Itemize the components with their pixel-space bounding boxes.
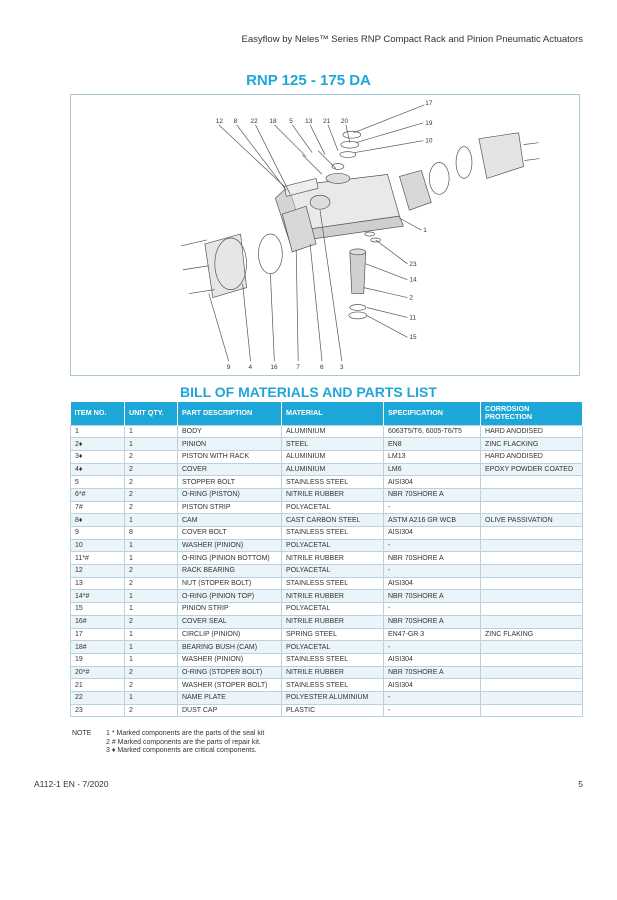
table-cell: 1 xyxy=(125,691,178,704)
table-cell: NBR 70SHORE A xyxy=(384,552,481,565)
table-row xyxy=(71,552,583,565)
note-line: 2 # Marked components are the parts of repair kit. xyxy=(106,738,261,746)
table-cell xyxy=(481,501,583,514)
table-row xyxy=(71,641,583,654)
table-row xyxy=(71,425,583,438)
table-cell: NITRILE RUBBER xyxy=(282,590,384,603)
callout-label: 19 xyxy=(425,119,433,127)
table-cell: AISI304 xyxy=(384,679,481,692)
table-cell: POLYACETAL xyxy=(282,641,384,654)
note-line: 1 * Marked components are the parts of the seal kit xyxy=(106,730,265,737)
table-cell: 2 xyxy=(125,488,178,501)
table-cell: 8 xyxy=(125,527,178,540)
table-row xyxy=(71,539,583,552)
table-cell: OLIVE PASSIVATION xyxy=(481,514,583,527)
table-cell: 17 xyxy=(71,628,125,641)
table-cell xyxy=(481,653,583,666)
table-cell: 9 xyxy=(71,527,125,540)
table-cell xyxy=(481,603,583,616)
table-cell: 19 xyxy=(71,653,125,666)
table-cell: - xyxy=(384,603,481,616)
table-cell xyxy=(481,691,583,704)
table-row xyxy=(71,501,583,514)
table-row xyxy=(71,603,583,616)
table-row xyxy=(71,565,583,578)
table-cell: PINION xyxy=(178,438,282,451)
exploded-view-drawing xyxy=(71,95,579,375)
table-cell: 23 xyxy=(71,704,125,717)
table-cell xyxy=(481,565,583,578)
table-cell: HARD ANODISED xyxy=(481,425,583,438)
column-header: MATERIAL xyxy=(282,402,384,425)
table-cell: NBR 70SHORE A xyxy=(384,666,481,679)
bom-header-row xyxy=(71,402,583,425)
table-cell xyxy=(481,679,583,692)
table-cell: 11*# xyxy=(71,552,125,565)
table-cell: 2 xyxy=(125,450,178,463)
table-cell: EN8 xyxy=(384,438,481,451)
table-row xyxy=(71,704,583,717)
table-cell: AISI304 xyxy=(384,527,481,540)
callout-label: 4 xyxy=(248,364,253,372)
table-cell: 1 xyxy=(125,552,178,565)
table-cell: 2 xyxy=(125,704,178,717)
table-cell: STEEL xyxy=(282,438,384,451)
table-cell: 1 xyxy=(125,539,178,552)
table-cell: O-RING (PINION TOP) xyxy=(178,590,282,603)
running-header: Easyflow by Neles™ Series RNP Compact Rack and Pinion Pneumatic Actuators xyxy=(241,34,583,45)
column-header: SPECIFICATION xyxy=(384,402,481,425)
table-cell: ASTM A216 GR WCB xyxy=(384,514,481,527)
table-cell: PINION STRIP xyxy=(178,603,282,616)
table-cell: AISI304 xyxy=(384,653,481,666)
table-row xyxy=(71,679,583,692)
table-cell: AISI304 xyxy=(384,476,481,489)
table-cell: EPOXY POWDER COATED xyxy=(481,463,583,476)
table-cell: 2 xyxy=(125,565,178,578)
table-cell: 7# xyxy=(71,501,125,514)
table-cell xyxy=(481,539,583,552)
table-cell xyxy=(481,577,583,590)
callout-label: 5 xyxy=(289,117,293,125)
callout-label: 18 xyxy=(269,117,277,125)
table-cell xyxy=(481,641,583,654)
table-row xyxy=(71,628,583,641)
table-cell: 1 xyxy=(125,603,178,616)
table-cell: NBR 70SHORE A xyxy=(384,615,481,628)
table-cell xyxy=(481,527,583,540)
table-cell xyxy=(481,590,583,603)
table-cell: 21 xyxy=(71,679,125,692)
table-cell xyxy=(481,704,583,717)
table-row xyxy=(71,514,583,527)
table-cell: 18# xyxy=(71,641,125,654)
callout-label: 6 xyxy=(320,364,324,372)
table-cell: 2♦ xyxy=(71,438,125,451)
table-cell: - xyxy=(384,539,481,552)
table-cell: RACK BEARING xyxy=(178,565,282,578)
table-cell: NITRILE RUBBER xyxy=(282,615,384,628)
table-cell: DUST CAP xyxy=(178,704,282,717)
table-cell: EN47-GR 3 xyxy=(384,628,481,641)
table-cell: 6063T5/T6, 6005-T6/T5 xyxy=(384,425,481,438)
callout-label: 2 xyxy=(409,294,413,302)
callout-label: 16 xyxy=(270,364,278,372)
callout-label: 7 xyxy=(296,364,300,372)
exploded-view-diagram xyxy=(70,94,580,376)
table-cell: PLASTIC xyxy=(282,704,384,717)
callout-label: 20 xyxy=(340,117,349,125)
table-cell: 2 xyxy=(125,577,178,590)
table-row xyxy=(71,463,583,476)
callout-label: 10 xyxy=(425,137,433,145)
table-cell: O-RING (STOPER BOLT) xyxy=(178,666,282,679)
table-cell: 14*# xyxy=(71,590,125,603)
callout-label: 9 xyxy=(226,364,231,372)
table-cell: - xyxy=(384,691,481,704)
table-cell xyxy=(481,552,583,565)
callout-label: 12 xyxy=(215,117,223,125)
column-header: ITEM NO. xyxy=(71,402,125,425)
table-cell: 15 xyxy=(71,603,125,616)
note-line: 3 ♦ Marked components are critical components. xyxy=(106,747,257,754)
table-cell: STAINLESS STEEL xyxy=(282,476,384,489)
callout-label: 22 xyxy=(250,117,258,125)
table-cell: BODY xyxy=(178,425,282,438)
table-cell: NBR 70SHORE A xyxy=(384,590,481,603)
table-cell: PISTON STRIP xyxy=(178,501,282,514)
bom-title: BILL OF MATERIALS AND PARTS LIST xyxy=(180,384,437,400)
table-cell: 1 xyxy=(125,590,178,603)
table-cell: LM13 xyxy=(384,450,481,463)
table-cell: STOPPER BOLT xyxy=(178,476,282,489)
table-cell: 5 xyxy=(71,476,125,489)
table-cell: ALUMINIUM xyxy=(282,450,384,463)
page-number: 5 xyxy=(578,779,583,789)
table-cell: 1 xyxy=(125,641,178,654)
table-cell: NITRILE RUBBER xyxy=(282,666,384,679)
callout-label: 15 xyxy=(409,334,417,342)
table-cell: 1 xyxy=(125,425,178,438)
table-cell: 1 xyxy=(125,514,178,527)
table-row xyxy=(71,476,583,489)
table-cell: POLYACETAL xyxy=(282,603,384,616)
table-cell: COVER BOLT xyxy=(178,527,282,540)
table-row xyxy=(71,438,583,451)
table-cell: 8♦ xyxy=(71,514,125,527)
table-cell: ZINC FLACKING xyxy=(481,438,583,451)
table-cell: 1 xyxy=(125,628,178,641)
table-cell: O-RING (PINION BOTTOM) xyxy=(178,552,282,565)
document-code: A112-1 EN - 7/2020 xyxy=(34,779,109,789)
callout-label: 1 xyxy=(423,227,427,235)
table-cell: WASHER (PINION) xyxy=(178,539,282,552)
table-cell: 2 xyxy=(125,476,178,489)
table-cell: - xyxy=(384,565,481,578)
table-cell: WASHER (PINION) xyxy=(178,653,282,666)
table-cell: 2 xyxy=(125,501,178,514)
table-cell: CIRCLIP (PINION) xyxy=(178,628,282,641)
table-cell xyxy=(481,488,583,501)
callout-label: 3 xyxy=(339,364,344,372)
table-cell: 12 xyxy=(71,565,125,578)
table-cell: 16# xyxy=(71,615,125,628)
table-cell: POLYACETAL xyxy=(282,539,384,552)
column-header: UNIT QTY. xyxy=(125,402,178,425)
diagram-title: RNP 125 - 175 DA xyxy=(246,72,371,89)
table-cell: SPRING STEEL xyxy=(282,628,384,641)
table-cell: 2 xyxy=(125,679,178,692)
table-cell: NAME PLATE xyxy=(178,691,282,704)
table-cell: STAINLESS STEEL xyxy=(282,527,384,540)
table-cell: BEARING BUSH (CAM) xyxy=(178,641,282,654)
bom-table-body xyxy=(71,425,583,717)
callout-label: 23 xyxy=(409,260,417,268)
table-cell: ALUMINIUM xyxy=(282,425,384,438)
table-cell: 2 xyxy=(125,666,178,679)
table-cell: 13 xyxy=(71,577,125,590)
table-cell: HARD ANODISED xyxy=(481,450,583,463)
table-cell: 2 xyxy=(125,615,178,628)
table-row xyxy=(71,666,583,679)
table-cell: ZINC FLAKING xyxy=(481,628,583,641)
table-cell xyxy=(481,666,583,679)
bom-table xyxy=(70,402,583,717)
table-cell: 1 xyxy=(125,653,178,666)
table-cell: STAINLESS STEEL xyxy=(282,679,384,692)
table-cell: - xyxy=(384,501,481,514)
table-cell: LM6 xyxy=(384,463,481,476)
table-cell: NITRILE RUBBER xyxy=(282,488,384,501)
table-cell: PISTON WITH RACK xyxy=(178,450,282,463)
table-cell: 2 xyxy=(125,463,178,476)
table-row xyxy=(71,450,583,463)
table-row xyxy=(71,590,583,603)
callout-label: 21 xyxy=(323,117,331,125)
table-cell: POLYACETAL xyxy=(282,565,384,578)
table-cell: AISI304 xyxy=(384,577,481,590)
callout-label: 17 xyxy=(425,99,433,107)
table-cell: - xyxy=(384,641,481,654)
table-cell: NBR 70SHORE A xyxy=(384,488,481,501)
table-cell: O-RING (PISTON) xyxy=(178,488,282,501)
table-cell: 4♦ xyxy=(71,463,125,476)
table-cell: CAST CARBON STEEL xyxy=(282,514,384,527)
table-cell: NITRILE RUBBER xyxy=(282,552,384,565)
table-cell: NUT (STOPER BOLT) xyxy=(178,577,282,590)
column-header: CORROSION PROTECTION xyxy=(481,402,583,425)
table-cell: STAINLESS STEEL xyxy=(282,577,384,590)
table-row xyxy=(71,691,583,704)
table-cell: 10 xyxy=(71,539,125,552)
table-cell: 1 xyxy=(71,425,125,438)
table-row xyxy=(71,577,583,590)
table-row xyxy=(71,527,583,540)
notes-label: NOTE xyxy=(72,730,92,737)
callout-label: 13 xyxy=(305,117,313,125)
table-cell: - xyxy=(384,704,481,717)
table-cell: COVER xyxy=(178,463,282,476)
table-cell: WASHER (STOPER BOLT) xyxy=(178,679,282,692)
table-cell: POLYESTER ALUMINIUM xyxy=(282,691,384,704)
table-cell: COVER SEAL xyxy=(178,615,282,628)
table-cell: CAM xyxy=(178,514,282,527)
table-row xyxy=(71,615,583,628)
table-cell: 3♦ xyxy=(71,450,125,463)
table-cell: POLYACETAL xyxy=(282,501,384,514)
table-cell: ALUMINIUM xyxy=(282,463,384,476)
table-cell xyxy=(481,476,583,489)
table-cell: 22 xyxy=(71,691,125,704)
callout-label: 11 xyxy=(409,314,417,322)
table-cell: STAINLESS STEEL xyxy=(282,653,384,666)
callout-label: 14 xyxy=(409,276,417,284)
table-cell xyxy=(481,615,583,628)
table-cell: 1 xyxy=(125,438,178,451)
table-cell: 20*# xyxy=(71,666,125,679)
table-cell: 6*# xyxy=(71,488,125,501)
column-header: PART DESCRIPTION xyxy=(178,402,282,425)
table-row xyxy=(71,653,583,666)
callout-label: 8 xyxy=(233,117,238,125)
table-row xyxy=(71,488,583,501)
